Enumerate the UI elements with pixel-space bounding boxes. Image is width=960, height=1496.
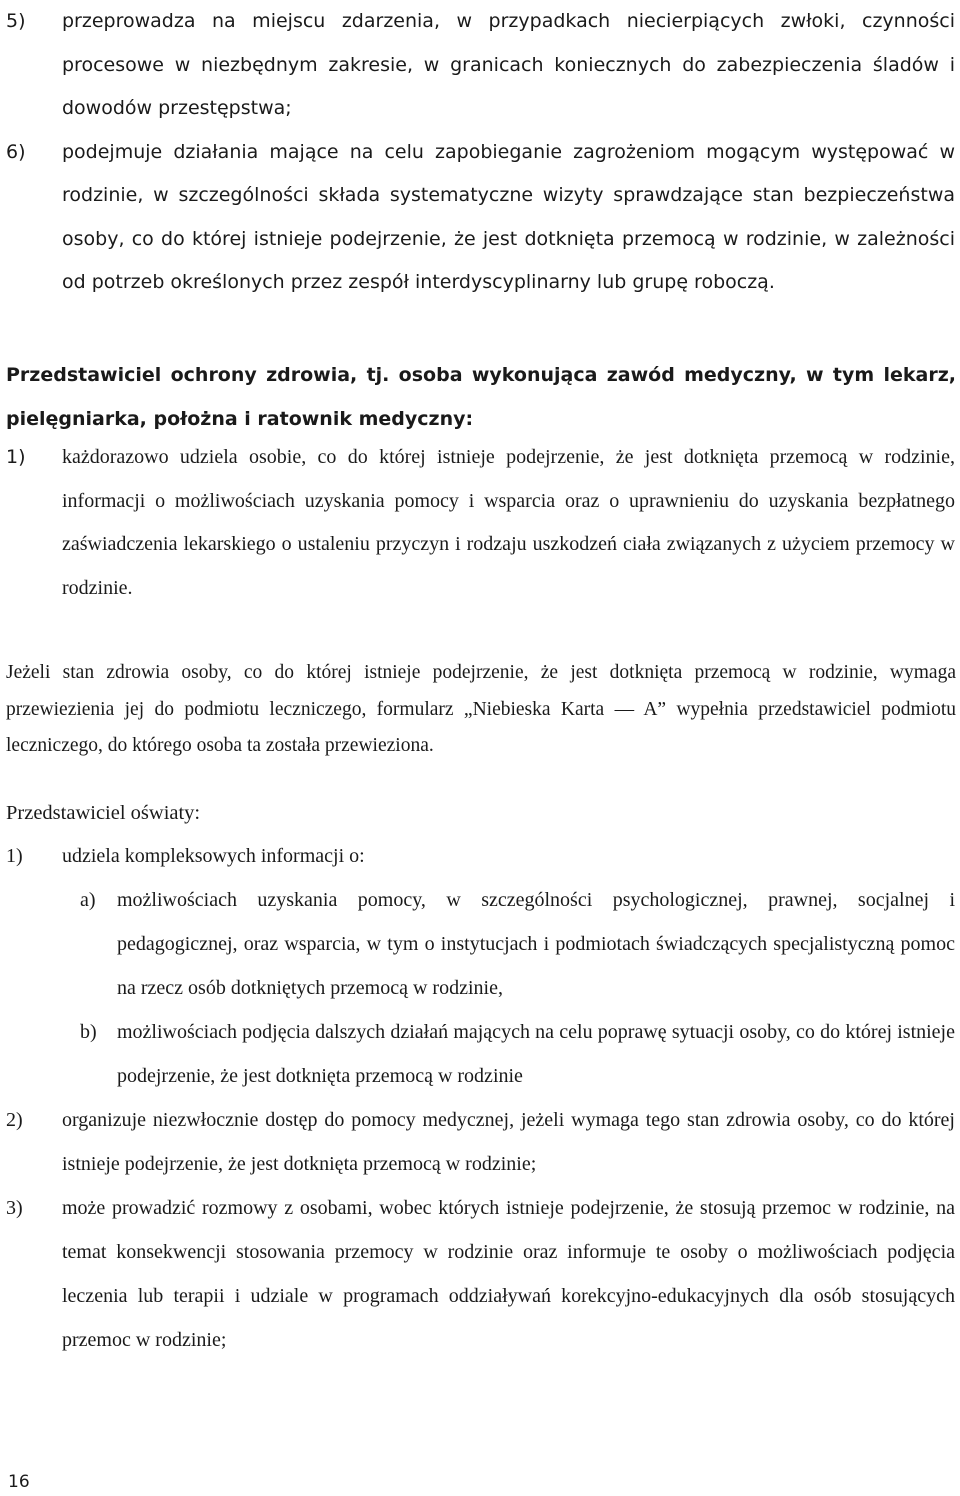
item-text: każdorazowo udziela osobie, co do której istnieje podejrzenie, że jest dotknięta przemocą w rodzinie, informacji o możliwościach uzyskania pomocy i wsparcia oraz o uprawnieniu do uzyskania bezpłatnego zaświadczenia lekarskiego o ustaleniu przyczyn i rodzaju uszkodzeń ciała związanych z użyciem przemocy w rodzinie. [62, 446, 955, 599]
item-number: 6) [6, 140, 26, 163]
education-duties-list [0, 834, 960, 1362]
list-item [0, 834, 960, 878]
health-representative-heading: Przedstawiciel ochrony zdrowia, tj. osoba wykonująca zawód medyczny, w tym lekarz, pielęgniarka, położna i ratownik medyczny: [6, 364, 956, 430]
item-text: organizuje niezwłocznie dostęp do pomocy medycznej, jeżeli wymaga tego stan zdrowia osoby, co do której istnieje podejrzenie, że jest dotknięta przemocą w rodzinie; [62, 1109, 955, 1175]
note-paragraph: Jeżeli stan zdrowia osoby, co do której istnieje podejrzenie, że jest dotknięta przemocą w rodzinie, wymaga przewiezienia jej do podmiotu leczniczego, formularz „Niebieska Karta — A” wypełnia przedstawiciel podmiotu leczniczego, do którego osoba ta została przewieziona. [6, 662, 956, 756]
sub-item-text: możliwościach uzyskania pomocy, w szczególności psychologicznej, prawnej, socjalnej i pedagogicznej, oraz wsparcia, w tym o instytucjach i podmiotach świadczących specjalistyczną pomoc na rzecz osób dotkniętych przemocą w rodzinie, [117, 889, 955, 999]
page-number: 16 [8, 1472, 30, 1492]
item-number: 1) [6, 446, 26, 468]
item-number: 2) [6, 1109, 23, 1131]
list-item [0, 1186, 960, 1362]
sub-item-letter: b) [80, 1021, 97, 1043]
item-number: 3) [6, 1197, 23, 1219]
item-text: przeprowadza na miejscu zdarzenia, w przypadkach niecierpiących zwłoki, czynności procesowe w niezbędnym zakresie, w granicach koniecznych do zabezpieczenia śladów i dowodów przestępstwa; [62, 10, 955, 119]
item-number: 5) [6, 10, 26, 32]
item-text: udziela kompleksowych informacji o: [62, 845, 365, 867]
list-item [0, 131, 960, 305]
list-item [0, 1098, 960, 1186]
health-duties-list [0, 436, 960, 610]
sub-list-item [0, 1010, 960, 1098]
item-text: podejmuje działania mające na celu zapobieganie zagrożeniom mogącym występować w rodzinie, w szczególności składa systematyczne wizyty sprawdzające stan bezpieczeństwa osoby, co do której istnieje podejrzenie, że jest dotknięta przemocą w rodzinie, w zależności od potrzeb określonych przez zespół interdyscyplinarny lub grupę roboczą. [62, 140, 955, 293]
item-number: 1) [6, 845, 23, 867]
police-duties-list [0, 0, 960, 305]
list-item [0, 436, 960, 610]
list-item [0, 0, 960, 131]
education-representative-heading: Przedstawiciel oświaty: [6, 802, 201, 824]
sub-item-text: możliwościach podjęcia dalszych działań mających na celu poprawę sytuacji osoby, co do której istnieje podejrzenie, że jest dotknięta przemocą w rodzinie [117, 1021, 955, 1087]
sub-list-item [0, 878, 960, 1010]
sub-item-letter: a) [80, 889, 96, 911]
item-text: może prowadzić rozmowy z osobami, wobec których istnieje podejrzenie, że stosują przemoc w rodzinie, na temat konsekwencji stosowania przemocy w rodzinie oraz informuje te osoby o możliwościach podjęcia leczenia lub terapii i udziale w programach oddziaływań korekcyjno-edukacyjnych dla osób stosujących przemoc w rodzinie; [62, 1197, 955, 1351]
